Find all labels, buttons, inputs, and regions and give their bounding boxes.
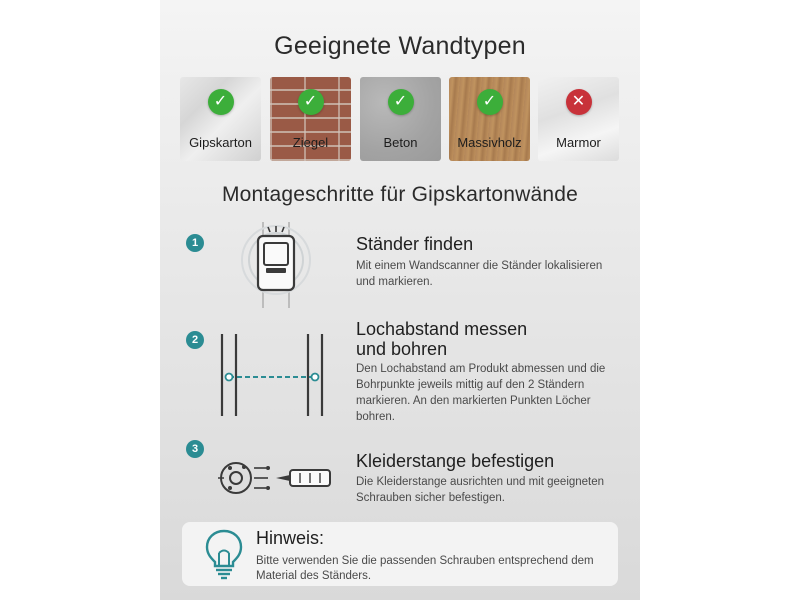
wall-type-label: Ziegel (292, 135, 329, 150)
section-title: Montageschritte für Gipskartonwände (221, 183, 578, 206)
wall-type-gipskarton (180, 77, 261, 161)
wall-type-label: Massivholz (457, 135, 522, 150)
check-icon: ✓ (477, 89, 503, 115)
wall-type-marmor (538, 77, 619, 161)
screwdriver-icon (210, 458, 338, 498)
wall-type-label: Gipskarton (189, 135, 252, 150)
wall-scanner-icon (236, 222, 316, 308)
wall-types (180, 77, 620, 161)
step-number-2: 2 (186, 331, 204, 349)
check-icon: ✓ (208, 89, 234, 115)
step-number-3: 3 (186, 440, 204, 458)
wall-type-label: Marmor (556, 135, 601, 150)
step-text-2: Den Lochabstand am Produkt abmessen und die Bohrpunkte jeweils mittig auf den 2 Ständern markieren. An den markierten Punkten Löcher bohren. (356, 363, 606, 423)
measure-distance-icon (212, 334, 332, 416)
check-icon: ✓ (298, 89, 324, 115)
wall-type-ziegel (270, 77, 351, 161)
wall-type-massivholz (449, 77, 530, 161)
wall-type-label: Beton (383, 135, 418, 150)
step-text-3: Die Kleiderstange ausrichten und mit geeigneten Schrauben sicher befestigen. (356, 476, 605, 504)
hint-title: Hinweis: (256, 528, 325, 548)
step-title-2-line2: und bohren (356, 339, 448, 359)
step-title-3: Kleiderstange befestigen (356, 451, 555, 471)
step-title-1: Ständer finden (356, 234, 474, 254)
check-icon: ✓ (388, 89, 414, 115)
hint-text: Bitte verwenden Sie die passenden Schrauben entsprechend dem Material des Ständers. (256, 555, 594, 582)
lightbulb-icon (204, 528, 244, 580)
page-title: Geeignete Wandtypen (274, 32, 526, 60)
hint-box (182, 522, 618, 586)
step-title-2-line1: Lochabstand messen (356, 319, 528, 339)
wall-type-beton (360, 77, 441, 161)
step-number-1: 1 (186, 234, 204, 252)
step-text-1: Mit einem Wandscanner die Ständer lokalisieren und markieren. (356, 260, 603, 288)
instruction-panel (160, 0, 640, 600)
cross-icon: ✕ (566, 89, 592, 115)
step-title-2 (356, 319, 527, 359)
